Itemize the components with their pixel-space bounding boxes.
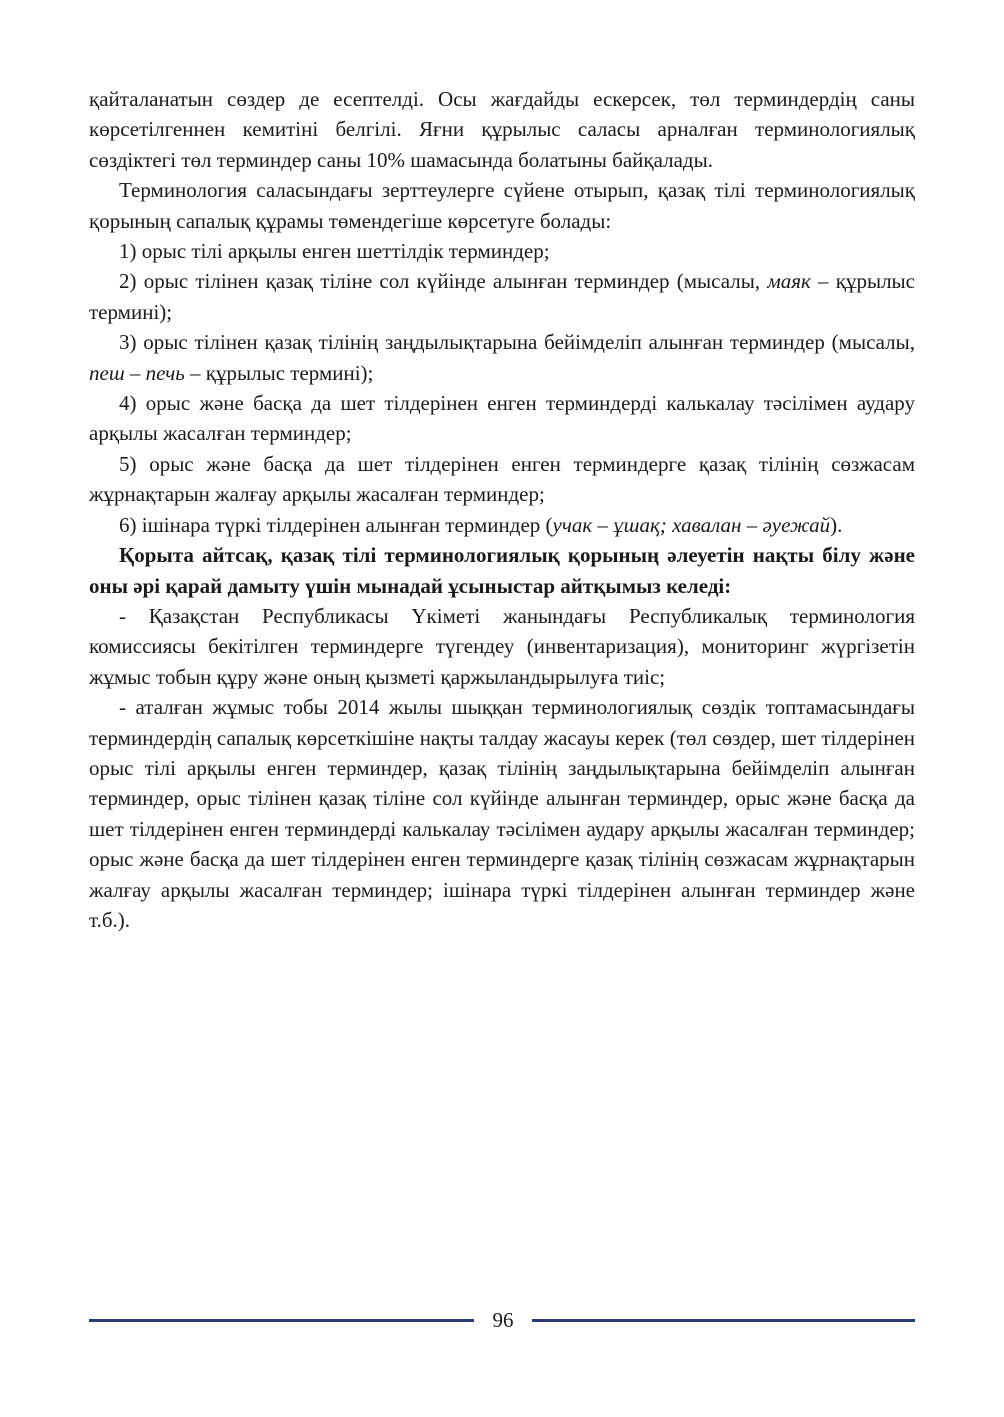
proposal-2: - аталған жұмыс тобы 2014 жылы шыққан терминологиялық сөздік топтамасындағы терминдердің сапалық көрсеткішіне нақты талдау жасауы керек (төл сөздер, шет тілдерінен орыс тілі арқылы енген терминдер, қазақ тілінің заңдылықтарына бейімделіп алынған терминдер, орыс тілінен қазақ тіліне сол күйінде алынған терминдер, орыс және басқа да шет тілдерінен енген терминдерді калькалау тәсілімен аудару арқылы жасалған терминдер; орыс және басқа да шет тілдерінен енген терминдерге қазақ тілінің сөзжасам жұрнақтарын жалғау арқылы жасалған терминдер; ішінара түркі тілдерінен алынған терминдер және т.б.). [89,695,915,932]
page-body [89,84,915,935]
proposal-1: - Қазақстан Республикасы Үкіметі жанындағы Республикалық терминология комиссиясы бекітілген терминдерге түгендеу (инвентаризация), мониторинг жүргізетін жұмыс тобын құру және оның қызметі қаржыландырылуға тиіс; [89,603,915,689]
list-item-3-tail: – құрылыс термині); [184,360,374,385]
list-item-4: 4) орыс және басқа да шет тілдерінен енген терминдерді калькалау тәсілімен аудару арқылы жасалған терминдер; [89,391,915,446]
list-item-3 [89,327,915,388]
list-item-2 [89,266,915,327]
list-item-5: 5) орыс және басқа да шет тілдерінен енген терминдерге қазақ тілінің сөзжасам жұрнақтарын жалғау арқылы жасалған терминдер; [89,451,915,507]
conclusion-heading: Қорыта айтсақ, қазақ тілі терминологиялық қорының әлеуетін нақты білу және оны әрі қарай дамыту үшін мынадай ұсыныстар айтқымыз келеді: [89,543,915,598]
page-number: 96 [492,1308,514,1332]
paragraph-continuation: қайталанатын сөздер де есептелді. Осы жағдайды ескерсек, төл терминдердің саны көрсетілгеннен кемитіні белгілі. Яғни құрылыс саласы арналған терминологиялық сөздіктегі төл терминдер саны 10% шамасында болатыны байқалады. [89,87,915,172]
footer-rule-right [532,1319,915,1322]
list-item-2-example: маяк [767,269,811,294]
list-item-2-tail: – құрылыс термині); [89,269,915,324]
footer-rule-left [89,1319,474,1322]
list-item-6-text: 6) ішінара түркі тілдерінен алынған терминдер ( [119,512,553,537]
page-footer [89,1305,915,1335]
list-item-6-example: учак – ұшақ; хавалан – әуежай [552,512,831,537]
list-item-3-text: 3) орыс тілінен қазақ тілінің заңдылықтарына бейімделіп алынған терминдер (мысалы, [119,330,915,355]
list-item-1: 1) орыс тілі арқылы енген шеттілдік терминдер; [119,239,550,264]
paragraph-terminology-intro: Терминология саласындағы зерттеулерге сүйене отырып, қазақ тілі терминологиялық қорының сапалық құрамы төмендегіше көрсетуге болады: [89,178,915,233]
list-item-6-tail: ). [830,512,843,537]
list-item-2-text: 2) орыс тілінен қазақ тіліне сол күйінде алынған терминдер (мысалы, [119,269,768,294]
list-item-6 [89,510,915,540]
list-item-3-example: пеш – печь [89,360,185,385]
